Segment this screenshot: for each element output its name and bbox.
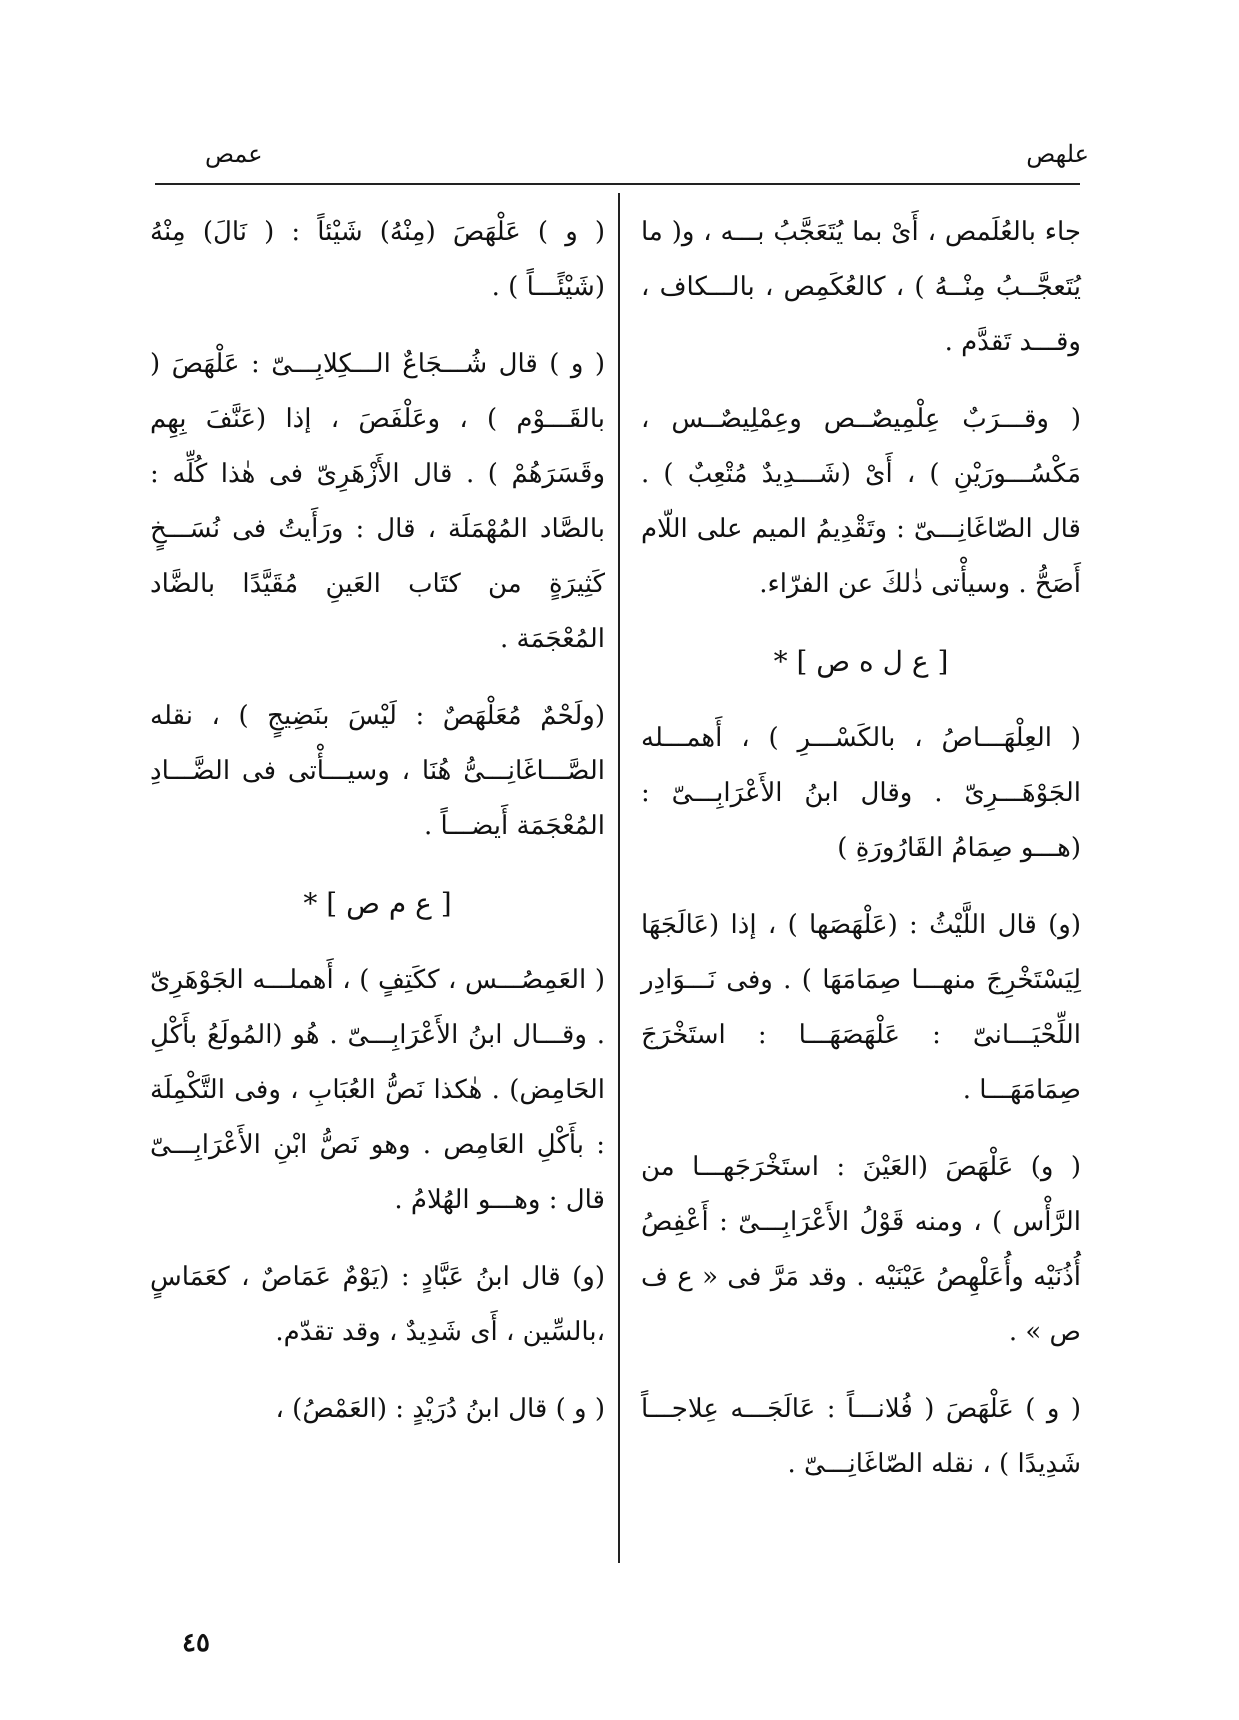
left-column bbox=[150, 205, 605, 1459]
paragraph: (و) قال ابنُ عَبَّادٍ : (يَوْمٌ عَمَاصٌ ، كعَمَاسٍ ،بالسِّين ، أَى شَدِيدٌ ، وقد تقدّم. bbox=[150, 1262, 605, 1347]
paragraph: ( و ) عَلْهَصَ ( فُلانـــاً : عَالَجَـــه عِلاجـــاً شَدِيدًا ) ، نقله الصّاغَانِـــىّ . bbox=[641, 1394, 1081, 1479]
paragraph: ( و ) قال ابنُ دُرَيْدٍ : (العَمْصُ) ، bbox=[275, 1394, 605, 1424]
paragraph: ( العَمِصُـــس ، ككَتِفٍ ) ، أَهملـــه الجَوْهَرِىّ . وقـــال ابنُ الأَعْرَابِـــىّ . هُو (المُولَعُ بأَكْلِ الحَامِض) . هٰكذا نَصُّ العُبَابِ ، وفى التَّكْمِلَة : بأَكْلِ العَامِص . وهو نَصُّ ابْنِ الأَعْرَابِـــىّ قال : وهـــو الهُلامُ . bbox=[150, 965, 605, 1215]
column-divider bbox=[618, 193, 620, 1563]
paragraph: ( العِلْهَـــاصُ ، بالكَسْـــرِ ) ، أَهمـــله الجَوْهَـــرِىّ . وقال ابنُ الأَعْرَابِـــىّ : (هـــو صِمَامُ القَارُورَةِ ) bbox=[641, 723, 1081, 863]
paragraph: جاء بالعُلَمص ، أَىْ بما يُتَعَجَّبُ بـــه ، و( ما يُتَعجَّــبُ مِنْــهُ ) ، كالعُكَمِص ، بالـــكاف ، وقـــد تَقدَّم . bbox=[641, 217, 1081, 357]
paragraph: ( و ) قال شُـــجَاعٌ الـــكِلابِـــىّ : عَلْهَصَ ( بالقَـــوْم ) ، وعَلْفَصَ ، إذا (عَنَّفَ بِهِم وقَسَرَهُمْ ) . قال الأَزْهَرِىّ فى هٰذا كُلِّه : بالصَّاد المُهْمَلَة ، قال : ورَأَيتُ فى نُسَـــخٍ كَثِيرَةٍ من كتَاب العَينِ مُقَيَّدًا بالضَّاد المُعْجَمَة . bbox=[150, 349, 605, 654]
paragraph: ( وقـــرَبٌ عِلْمِيصٌــص وعِمْلِيصٌــس ، مَكْسُـــورَيْنِ ) ، أَىْ (شَـــدِيدٌ مُتْعِبٌ ) . قال الصّاغَانِـــىّ : وتَقْدِيمُ الميم على اللّام أَصَحُّ . وسيأْتى ذٰلكَ عن الفرّاء. bbox=[641, 404, 1081, 599]
entry-heading: [ ع ل ه ص ] * bbox=[773, 645, 949, 678]
running-head-left: عمص bbox=[205, 140, 263, 168]
entry-heading: [ ع م ص ] * bbox=[303, 887, 452, 920]
page-number: ٤٥ bbox=[182, 1628, 210, 1658]
paragraph: ( و) عَلْهَصَ (العَيْنَ : استَخْرَجَهـــا من الرَّأْس ) ، ومنه قَوْلُ الأَعْرَابِـــىّ : أَعْفِصُ أُذُنَيْه وأُعَلْهِصُ عَيْنَيْه . وقد مَرَّ فى « ع ف ص » . bbox=[641, 1152, 1081, 1347]
running-head-right: علهص bbox=[1026, 140, 1089, 168]
header-rule bbox=[155, 183, 1080, 185]
paragraph: (ولَحْمٌ مُعَلْهَصٌ : لَيْسَ بنَضِيجٍ ) ، نقله الصَّـــاغَانِـــىُّ هُنَا ، وسيـــأْتى فى الضَّـــادِ المُعْجَمَة أَيضـــاً . bbox=[150, 701, 605, 841]
paragraph: ( و ) عَلْهَصَ (مِنْهُ) شَيْئاً : ( نَالَ) مِنْهُ (شَيْئًـــاً ) . bbox=[150, 217, 605, 302]
paragraph: (و) قال اللَّيْثُ : (عَلْهَصَها ) ، إذا (عَالَجَهَا لِيَسْتَخْرِجَ منهـــا صِمَامَهَا ) . وفى نَـــوَادِر اللِّحْيَـــانىّ : عَلْهَصَهَـــا : استَخْرَجَ صِمَامَهَـــا . bbox=[641, 910, 1081, 1105]
right-column bbox=[641, 205, 1081, 1514]
